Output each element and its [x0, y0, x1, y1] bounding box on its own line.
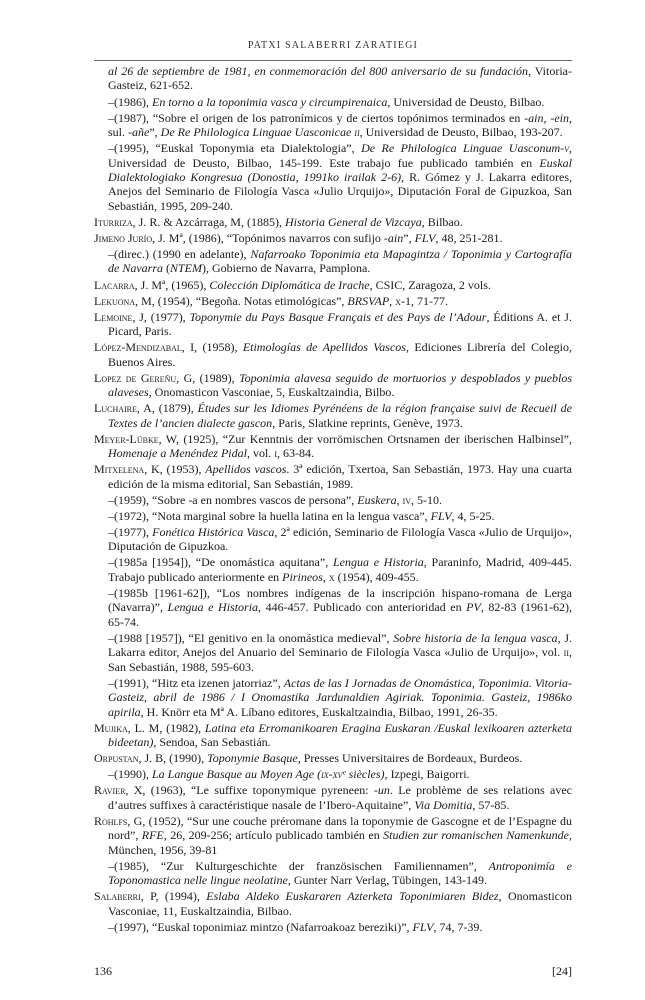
- entry-text: (: [163, 261, 170, 276]
- author-name: Lemoine: [94, 309, 133, 324]
- title-text: ix-xv: [321, 767, 343, 782]
- bibliography-entry: [94, 509, 572, 523]
- title-text: Etimologías de Apellidos Vascos: [242, 340, 406, 355]
- title-text: En torno a la toponimia vasca y circumpirenaica: [152, 94, 388, 109]
- title-text: v: [564, 141, 569, 156]
- entry-text: , G, (1989),: [176, 370, 240, 385]
- title-text: Apellidos vascos: [205, 462, 287, 477]
- bibliography-entry: [94, 294, 572, 308]
- title-text: ii: [354, 125, 360, 139]
- title-text: De Re Philologica Linguae Uasconum-: [361, 141, 565, 156]
- author-name: x: [395, 293, 401, 308]
- title-text: al 26 de septiembre de 1981, en conmemoración del 800 aniversario de su fundación: [108, 64, 529, 78]
- entry-text: , Onomasticon Vasconiae, 5, Euskaltzaindia, Bilbo.: [148, 385, 395, 400]
- entry-text: (1954), 409-455.: [334, 569, 419, 584]
- title-text: Eslaba Aldeko Euskararen Azterketa Toponimiaren Bidez: [206, 889, 499, 904]
- entry-text: ”,: [149, 125, 161, 139]
- author-name: López-Mendizabal: [94, 340, 182, 355]
- title-text: Studien zur romanischen Namenkunde: [383, 828, 569, 843]
- title-text: Euskera: [357, 492, 397, 507]
- entry-text: , Universidad de Deusto, Bilbao.: [387, 94, 545, 109]
- entry-text: ,: [322, 569, 329, 584]
- bibliography-entry: [94, 310, 572, 339]
- title-text: Toponimia alavesa seguido de mortuorios y despoblados y pueblos alaveses: [108, 370, 572, 400]
- bibliography-entry: [94, 215, 572, 229]
- entry-text: , 5-10.: [411, 492, 443, 507]
- title-text: La Langue Basque au Moyen Age (: [152, 767, 322, 782]
- entry-text: , München, 1956, 39-81: [108, 828, 572, 857]
- title-text: Actas de las I Jornadas de Onomástica, Toponimia. Vitoria-Gasteiz, abril de 1986 / I Onomastika Jardunaldien Agiriak. Toponimia. Gasteiz, 1986ko apirila: [108, 675, 572, 719]
- title-text: BRSVAP: [347, 293, 390, 308]
- bibliography-entry: [94, 247, 572, 276]
- title-text: Fonética Histórica Vasca: [152, 524, 275, 539]
- title-text: FLV: [412, 919, 434, 934]
- entry-text: , CSIC, Zaragoza, 2 vols.: [369, 277, 491, 292]
- entry-text: , 74, 7-39.: [433, 919, 483, 934]
- entry-text: , W, (1925), “Zur Kenntnis der vorrömischen Ortsnamen der iberischen Halbinsel”,: [158, 431, 572, 446]
- title-text: Historia General de Vizcaya: [284, 214, 422, 229]
- entry-text: , Onomasticon Vasconiae, 11, Euskaltzaindia, Bilbao.: [108, 889, 572, 918]
- bibliography-entry: [94, 721, 572, 750]
- author-name: ii: [563, 645, 569, 660]
- entry-text: . Le problème de ses relations avec d’autres suffixes à caractéristique nasale de l’Ibero-Aquitaine”,: [108, 783, 572, 812]
- author-name: Lacarra: [94, 277, 135, 292]
- bibliography-entry: [94, 111, 572, 140]
- author-name: Lekuona: [94, 293, 136, 308]
- title-text: -ain, -ein,: [524, 110, 572, 125]
- title-text: Latina eta Erromanikoaren Eragina Euskaran /Euskal lexikoaren azterketa bideetan): [108, 720, 572, 749]
- bibliography-entry: [94, 462, 572, 491]
- entry-text: –(1997), “Euskal toponimiaz mintzo (Nafarroakoaz bereziki)”,: [108, 919, 413, 934]
- entry-text: , J, (1977),: [132, 309, 190, 324]
- bibliography-entry: [94, 432, 572, 461]
- entry-text: , Éditions A. et J. Picard, Paris.: [108, 309, 572, 339]
- title-text: RFE: [141, 828, 164, 843]
- entry-text: –(1991), “Hitz eta izenen jatorriaz”,: [108, 675, 284, 690]
- entry-text: –(1985b [1961-62]), “Los nombres indígenas de la inscripción hispano-romana de Lerga (Navarra)”,: [108, 585, 572, 615]
- author-name: Jimeno Jurío: [94, 230, 153, 245]
- entry-text: , J. Mª, (1965),: [134, 277, 210, 292]
- running-head: PATXI SALABERRI ZARATIEGI: [247, 40, 419, 51]
- title-text: Lengua e Historia: [167, 600, 259, 615]
- bibliography-list: [94, 64, 572, 936]
- entry-text: –(1988 [1957]), “El genitivo en la onomástica medieval”,: [108, 630, 394, 645]
- bibliography-entry: [94, 814, 572, 857]
- bibliography-entry: [94, 555, 572, 584]
- header-rule: [94, 60, 572, 61]
- author-name: Iturriza: [94, 214, 133, 229]
- entry-text: –(1995), “Euskal Toponymia eta Dialektologia”,: [108, 141, 362, 156]
- title-text: -añe: [128, 125, 150, 139]
- bibliography-entry: [94, 767, 572, 781]
- title-text: FLV: [430, 508, 452, 523]
- entry-text: , 4, 5-25.: [451, 508, 495, 523]
- title-text: FLV: [414, 230, 436, 245]
- page-number: 136: [94, 964, 112, 978]
- bibliography-entry: [94, 278, 572, 292]
- entry-text: , Gunter Narr Verlag, Tübingen, 143-149.: [287, 873, 488, 888]
- bracket-page-number: [24]: [552, 964, 572, 978]
- entry-text: , 63-84.: [276, 446, 314, 461]
- entry-text: ”,: [403, 230, 415, 245]
- entry-text: –(1990),: [108, 767, 152, 782]
- entry-text: , I, (1958),: [181, 340, 243, 355]
- bibliography-entry: [94, 631, 572, 674]
- entry-text: , Ediciones Librería del Colegio, Buenos Aires.: [108, 340, 572, 369]
- title-text: Lengua e Historia: [332, 555, 424, 570]
- entry-text: , 26, 209-256; artículo publicado también en: [163, 828, 384, 843]
- author-name: Salaberri: [94, 889, 141, 904]
- title-text: NTEM: [170, 261, 203, 276]
- author-name: i: [274, 446, 277, 461]
- bibliography-entry: [94, 231, 572, 245]
- entry-text: –(1985), “Zur Kulturgeschichte der französischen Familiennamen”,: [108, 858, 489, 873]
- entry-text: , 2ª edición, Seminario de Filología Vasca «Julio de Urquijo», Diputación de Gipuzkoa.: [108, 524, 573, 554]
- entry-text: , 57-85.: [472, 797, 510, 812]
- entry-text: , L. M, (1982),: [127, 720, 205, 735]
- author-name: Orpustan: [94, 751, 139, 766]
- author-name: Ravier: [94, 783, 126, 798]
- bibliography-entry: [94, 141, 572, 213]
- entry-text: , Paris, Slatkine reprints, Genève, 1973.: [272, 415, 463, 430]
- entry-text: , M, (1954), “Begoña. Notas etimológicas”,: [135, 293, 348, 308]
- entry-text: ), Gobierno de Navarra, Pamplona.: [202, 261, 371, 276]
- bibliography-entry: [94, 859, 572, 888]
- bibliography-entry: [94, 95, 572, 109]
- entry-text: , Universidad de Deusto, Bilbao, 145-199. Este trabajo fue publicado también en: [108, 141, 572, 170]
- entry-text: , H. Knörr eta Mª A. Líbano editores, Euskaltzaindia, Bilbao, 1991, 26-35.: [140, 704, 498, 719]
- bibliography-entry: [94, 340, 572, 369]
- bibliography-entry: [94, 920, 572, 934]
- entry-text: ,: [396, 492, 403, 507]
- author-name: Meyer-Lübke: [94, 431, 159, 446]
- title-text: Colección Diplomática de Irache: [209, 277, 370, 292]
- entry-text: , Sendoa, San Sebastián.: [153, 735, 271, 749]
- title-text: Antroponimía e Toponomastica nelle lingue neolatine: [108, 858, 572, 888]
- entry-text: , San Sebastián, 1988, 595-603.: [108, 645, 572, 674]
- author-name: Mitxelena: [94, 462, 145, 477]
- title-text: De Re Philologica Linguae Uasconicae: [160, 125, 355, 139]
- entry-text: –(1977),: [108, 524, 153, 539]
- title-text: Homenaje a Menéndez Pidal: [108, 446, 247, 461]
- author-name: Lopez de Gereñu: [94, 370, 177, 385]
- author-name: Mujika: [94, 720, 128, 735]
- entry-text: , Bilbao.: [421, 214, 463, 229]
- entry-text: , J. B, (1990),: [138, 751, 208, 766]
- entry-text: , J. R. & Azcárraga, M, (1885),: [132, 214, 285, 229]
- bibliography-entry: [94, 889, 572, 918]
- entry-text: ,: [389, 293, 396, 308]
- title-text: -un: [373, 783, 390, 798]
- entry-text: sul.: [108, 125, 129, 139]
- bibliography-entry: [94, 525, 572, 554]
- entry-text: , Presses Universitaires de Bordeaux, Burdeos.: [297, 751, 523, 766]
- author-name: Luchaire: [94, 401, 137, 416]
- entry-text: , Universidad de Deusto, Bilbao, 193-207.: [359, 125, 563, 139]
- bibliography-entry: [94, 751, 572, 765]
- entry-text: , X, (1963), “Le suffixe toponymique pyreneen:: [125, 783, 374, 798]
- title-text: Toponymie Basque: [207, 751, 298, 766]
- entry-text: –(1987), “Sobre el origen de los patronímicos y de ciertos topónimos terminados en: [108, 110, 525, 125]
- entry-text: . 3ª edición, Txertoa, San Sebastián, 1973. Hay una cuarta edición de la misma editorial, San Sebastián, 1989.: [108, 462, 572, 491]
- entry-text: –(direc.) (1990 en adelante),: [108, 247, 251, 261]
- bibliography-entry: [94, 64, 572, 93]
- title-text: Nafarroako Toponimia eta Mapagintza / Toponimia y Cartografía de Navarra: [108, 247, 573, 276]
- entry-text: –(1986),: [108, 94, 152, 109]
- bibliography-entry: [94, 401, 572, 430]
- entry-text: , Izpegi, Baigorri.: [384, 767, 470, 782]
- entry-text: , K, (1953),: [144, 462, 206, 477]
- title-text: -ain: [383, 230, 404, 245]
- title-text: Études sur les Idiomes Pyrénéens de la région française suivi de Recueil de Textes de l’ancien dialecte gascon: [108, 401, 572, 430]
- entry-text: –(1959), “Sobre -a en nombres vascos de persona”,: [108, 492, 358, 507]
- entry-text: –(1985a [1954]), “De onomástica aquitana”,: [108, 555, 333, 570]
- title-text: Via Domitia: [414, 797, 473, 812]
- entry-text: , 82-83 (1961-62), 65-74.: [108, 600, 572, 629]
- entry-text: , Paraninfo, Madrid, 409-445. Trabajo publicado anteriormente en: [108, 555, 572, 584]
- author-name: iv: [402, 492, 412, 507]
- bibliography-entry: [94, 371, 572, 400]
- entry-text: , A, (1879),: [136, 401, 198, 416]
- entry-text: , R. Gómez y J. Lakarra editores, Anejos del Seminario de Filología Vasca «Julio Urquijo», Diputación Foral de Gipuzkoa, San Sebastián, 1995, 209-240.: [108, 169, 572, 213]
- title-text: ᵉ siècles): [342, 767, 385, 782]
- title-text: Pirineos: [282, 569, 323, 584]
- bibliography-entry: [94, 676, 572, 719]
- entry-text: , vol.: [246, 446, 275, 461]
- entry-text: -1, 71-77.: [400, 293, 448, 308]
- title-text: Toponymie du Pays Basque Français et des Pays de l’Adour: [189, 309, 487, 324]
- entry-text: , Vitoria-Gasteiz, 621-652.: [108, 64, 572, 93]
- author-name: Rohlfs: [94, 813, 128, 828]
- bibliography-entry: [94, 783, 572, 812]
- title-text: PV: [466, 600, 481, 615]
- entry-text: , 48, 251-281.: [435, 230, 503, 245]
- title-text: Sobre historia de la lengua vasca: [393, 630, 558, 645]
- entry-text: , 446-457. Publicado con anterioridad en: [258, 600, 467, 615]
- bibliography-entry: [94, 493, 572, 507]
- entry-text: , J. Lakarra editor, Anejos del Anuario del Seminario de Filología Vasca «Julio de Urquijo», vol.: [108, 630, 572, 660]
- entry-text: , P, (1994),: [140, 889, 207, 904]
- author-name: x: [328, 569, 335, 584]
- entry-text: , G, (1952), “Sur une couche préromane dans la toponymie de Gascogne et de l’Espagne du nord”,: [108, 813, 572, 843]
- entry-text: –(1972), “Nota marginal sobre la huella latina en la lengua vasca”,: [108, 508, 431, 523]
- entry-text: , J. Mª, (1986), “Topónimos navarros con sufijo: [152, 230, 384, 245]
- title-text: Euskal Dialektologiako Kongresua (Donostia, 1991ko irailak 2-6): [108, 155, 572, 184]
- bibliography-entry: [94, 586, 572, 629]
